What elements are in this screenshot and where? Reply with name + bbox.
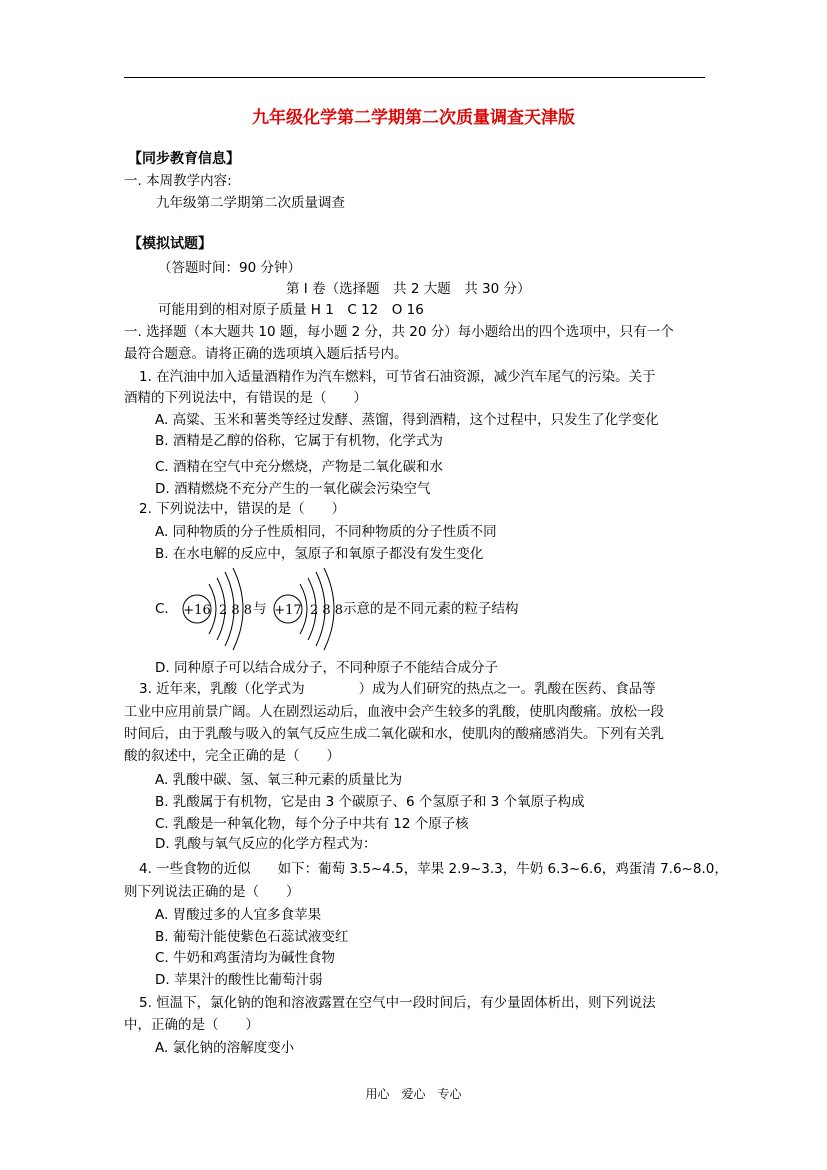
document-title: 九年级化学第二学期第二次质量调查天津版 (252, 108, 575, 128)
part-heading: 第 I 卷（选择题 共 2 大题 共 30 分） (286, 281, 531, 297)
question-1-stem: 1. 在汽油中加入适量酒精作为汽车燃料，可节省石油资源，减少汽车尾气的污染。关于 (139, 369, 656, 385)
question-3-stem: 工业中应用前景广阔。人在剧烈运动后，血液中会产生较多的乳酸，使肌肉酸痛。放松一段 (124, 704, 664, 720)
section-heading-info: 【同步教育信息】 (128, 151, 240, 167)
question-2-stem: 2. 下列说法中，错误的是（ ） (139, 501, 346, 517)
question-2-option-b: B. 在水电解的反应中，氢原子和氧原子都没有发生变化 (155, 546, 484, 562)
question-4-option-a: A. 胃酸过多的人宜多食苹果 (155, 907, 322, 923)
electron-counts-1: 2 8 8 (219, 603, 253, 618)
instructions-line: 一. 选择题（本大题共 10 题，每小题 2 分，共 20 分）每小题给出的四个选项中，只有一个 (124, 324, 674, 340)
page-footer: 用心 爱心 专心 (365, 1087, 462, 1101)
question-3-stem: 3. 近年来，乳酸（化学式为 ）成为人们研究的热点之一。乳酸在医药、食品等 (139, 681, 656, 697)
atomic-mass-note: 可能用到的相对原子质量 H 1 C 12 O 16 (158, 302, 424, 318)
question-4-stem: 4. 一些食物的近似 如下：葡萄 3.5~4.5，苹果 2.9~3.3，牛奶 6.3~6.6，鸡蛋清 7.6~8.0， (139, 861, 728, 877)
question-1-option-a: A. 高粱、玉米和薯类等经过发酵、蒸馏，得到酒精，这个过程中，只发生了化学变化 (155, 412, 659, 428)
header-rule (124, 77, 705, 78)
question-1-option-d: D. 酒精燃烧不充分产生的一氧化碳会污染空气 (155, 481, 431, 497)
section-content: 九年级第二学期第二次质量调查 (156, 195, 345, 211)
section-item: 一. 本周教学内容: (124, 173, 232, 189)
question-2-option-d: D. 同种原子可以结合成分子，不同种原子不能结合成分子 (155, 660, 498, 676)
nucleus-label-1: +16 (183, 603, 211, 618)
question-4-option-d: D. 苹果汁的酸性比葡萄汁弱 (155, 972, 323, 988)
question-1-option-c: C. 酒精在空气中充分燃烧，产物是二氧化碳和水 (155, 459, 444, 475)
electron-counts-2: 2 8 8 (310, 603, 344, 618)
question-3-stem: 酸的叙述中，完全正确的是（ ） (124, 748, 340, 764)
question-1-stem: 酒精的下列说法中，有错误的是（ ） (124, 390, 367, 406)
question-2-option-c-text: 示意的是不同元素的粒子结构 (343, 601, 519, 617)
question-3-option-b: B. 乳酸属于有机物，它是由 3 个碳原子、6 个氢原子和 3 个氧原子构成 (155, 794, 585, 810)
question-2-option-c-label: C. (155, 601, 169, 617)
question-4-option-c: C. 牛奶和鸡蛋清均为碱性食物 (155, 950, 336, 966)
question-2-option-a: A. 同种物质的分子性质相同，不同种物质的分子性质不同 (155, 524, 497, 540)
question-3-option-a: A. 乳酸中碳、氢、氧三种元素的质量比为 (155, 772, 403, 788)
question-1-option-b: B. 酒精是乙醇的俗称，它属于有机物，化学式为 (155, 433, 443, 449)
question-5-option-a: A. 氯化钠的溶解度变小 (155, 1040, 295, 1056)
connector-word: 与 (253, 601, 267, 617)
question-3-stem: 时间后，由于乳酸与吸入的氧气反应生成二氧化碳和水，使肌肉的酸痛感消失。下列有关乳 (124, 726, 664, 742)
question-5-stem: 中，正确的是（ ） (124, 1017, 259, 1033)
time-note: （答题时间：90 分钟） (158, 260, 301, 276)
question-3-option-d: D. 乳酸与氧气反应的化学方程式为： (155, 836, 377, 852)
question-4-stem: 则下列说法正确的是（ ） (124, 884, 300, 900)
question-3-option-c: C. 乳酸是一种氧化物，每个分子中共有 12 个原子核 (155, 816, 469, 832)
instructions-line: 最符合题意。请将正确的选项填入题后括号内。 (124, 346, 408, 362)
nucleus-label-2: +17 (274, 603, 302, 618)
section-heading-exam: 【模拟试题】 (128, 236, 212, 252)
question-5-stem: 5. 恒温下，氯化钠的饱和溶液露置在空气中一段时间后，有少量固体析出，则下列说法 (139, 995, 656, 1011)
question-4-option-b: B. 葡萄汁能使紫色石蕊试液变红 (155, 929, 349, 945)
